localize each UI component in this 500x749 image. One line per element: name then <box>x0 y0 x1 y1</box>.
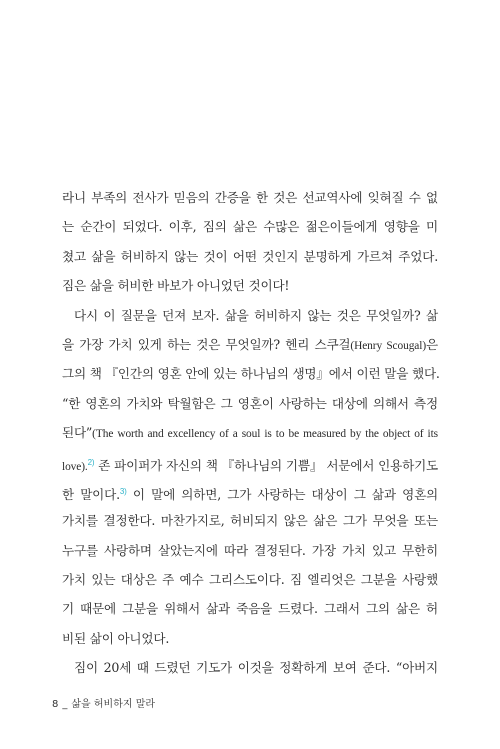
body-text <box>62 183 438 683</box>
english-quote: (The worth and excellency of a soul is to be measured by the object of its <box>92 428 438 441</box>
text-line: 는 순간이 되었다. 이후, 짐의 삶은 수많은 젊은이들에게 영향을 미 <box>62 219 438 235</box>
footer-separator: _ <box>62 699 68 710</box>
text-line <box>62 477 438 506</box>
running-title: 삶을 허비하지 말라 <box>71 699 156 710</box>
text-line: 라니 부족의 전사가 믿음의 간증을 한 것은 선교역사에 잊혀질 수 없 <box>62 190 438 205</box>
text-line: 기 때문에 그분을 위해서 삶과 죽음을 드렸다. 그래서 그의 삶은 허 <box>62 601 438 617</box>
text-span: 한 말이다. <box>62 486 120 502</box>
text-line: 다시 이 질문을 던져 보자. 삶을 허비하지 않는 것은 무엇일까? 삶 <box>74 307 438 323</box>
text-line: 누구를 사랑하며 살았는지에 따라 결정된다. 가장 가치 있고 무한히 <box>62 542 438 558</box>
text-span: 이 말에 의하면, 그가 사랑하는 대상이 그 삶과 영혼의 <box>126 486 438 502</box>
page-footer <box>52 695 155 710</box>
text-span: 을 가장 가치 있게 하는 것은 무엇일까? 헨리 스쿠걸 <box>62 336 351 352</box>
page-number: 8 <box>52 699 59 710</box>
text-line <box>62 448 438 477</box>
text-line: “한 영혼의 가치와 탁월함은 그 영혼이 사랑하는 대상에 의해서 측정 <box>62 395 438 411</box>
text-line <box>62 330 438 359</box>
text-line: 짐은 삶을 허비한 바보가 아니었던 것이다! <box>62 278 290 294</box>
english-name: (Henry Scougal) <box>350 339 427 352</box>
text-line <box>62 418 438 447</box>
footnote-marker: 2) <box>87 457 95 467</box>
text-span: 된다” <box>62 425 93 441</box>
text-line: 그의 책 『인간의 영혼 안에 있는 하나님의 생명』에서 이런 말을 했다. <box>62 366 440 382</box>
text-line: 짐이 20세 때 드렸던 기도가 이것을 정확하게 보여 준다. “아버지 <box>74 660 438 676</box>
text-line: 가치 있는 대상은 주 예수 그리스도이다. 짐 엘리엇은 그분을 사랑했 <box>62 572 438 588</box>
english-quote: love). <box>62 460 88 473</box>
text-span: 은 <box>426 336 438 352</box>
text-line: 쳤고 삶을 허비하지 않는 것이 어떤 것인지 분명하게 가르쳐 주었다. <box>62 248 438 264</box>
footnote-marker: 3) <box>119 486 127 496</box>
text-line: 가치를 결정한다. 마찬가지로, 허비되지 않은 삶은 그가 무엇을 또는 <box>62 513 438 529</box>
text-line: 비된 삶이 아니었다. <box>62 630 170 646</box>
text-span: 존 파이퍼가 자신의 책 『하나님의 기쁨』 서문에서 인용하기도 <box>94 457 438 473</box>
